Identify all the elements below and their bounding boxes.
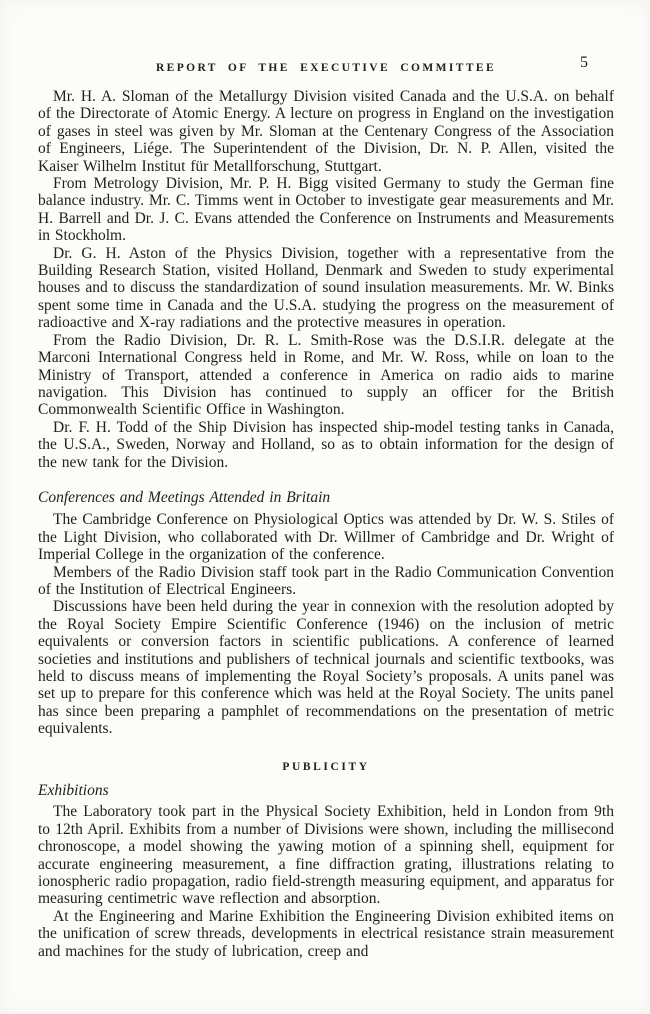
subsection-heading-exhibitions: Exhibitions bbox=[38, 782, 109, 800]
section-heading-publicity: PUBLICITY bbox=[282, 760, 370, 773]
paragraph: Members of the Radio Division staff took part in the Radio Communication Convention of the Institution of Electrical Engineers. bbox=[38, 563, 614, 598]
paragraph: Mr. H. A. Sloman of the Metallurgy Division visited Canada and the U.S.A. on behalf of the Directorate of Atomic Energy. A lecture on progress in England on the investigation of gases in steel was given by Mr. Sloman at the Centenary Congress of the Association of Engineers, Liége. The Superintendent of the Division, Dr. N. P. Allen, visited the Kaiser Wilhelm Institut für Metallforschung, Stuttgart. bbox=[38, 88, 614, 175]
page-body bbox=[38, 88, 614, 960]
page-header bbox=[38, 54, 614, 76]
page-number: 5 bbox=[580, 54, 588, 71]
paragraph: From Metrology Division, Mr. P. H. Bigg visited Germany to study the German fine balance industry. Mr. C. Timms went in October to investigate gear measurements and Mr. H. Barrell and Dr. J. C. Evans attended the Conference on Instruments and Measurements in Stockholm. bbox=[38, 175, 614, 245]
paragraph: Dr. G. H. Aston of the Physics Division, together with a representative from the Building Research Station, visited Holland, Denmark and Sweden to study experimental houses and to discuss the standardization of sound insulation measurements. Mr. W. Binks spent some time in Canada and the U.S.A. studying the progress on the measurement of radioactive and X-ray radiations and the protective measures in operation. bbox=[38, 244, 614, 332]
paragraph: Dr. F. H. Todd of the Ship Division has inspected ship-model testing tanks in Canada, the U.S.A., Sweden, Norway and Holland, so as to obtain information for the design of the new tank for the Division. bbox=[38, 418, 614, 471]
running-head: REPORT OF THE EXECUTIVE COMMITTEE bbox=[155, 62, 497, 74]
paragraph: At the Engineering and Marine Exhibition the Engineering Division exhibited items on the unification of screw threads, developments in electrical resistance strain measurement and machines for the study of lubrication, creep and bbox=[38, 907, 614, 960]
paragraph: Discussions have been held during the year in connexion with the resolution adopted by the Royal Society Empire Scientific Conference (1946) on the inclusion of metric equivalents or conversion factors in scientific publications. A conference of learned societies and institutions and publishers of technical journals and scientific textbooks, was held to discuss means of implementing the Royal Society’s proposals. A units panel was set up to prepare for this conference which was held at the Royal Society. The units panel has since been preparing a pamphlet of recommendations on the presentation of metric equivalents. bbox=[38, 598, 614, 738]
section-heading-conferences: Conferences and Meetings Attended in Britain bbox=[38, 488, 331, 506]
paragraph: The Laboratory took part in the Physical Society Exhibition, held in London from 9th to 12th April. Exhibits from a number of Divisions were shown, including the millisecond chronoscope, a model showing the yawing motion of a spinning shell, equipment for accurate engineering measurement, a fine diffraction grating, illustrations relating to ionospheric radio propagation, radio field-strength measuring equipment, and apparatus for measuring centimetric wave reflection and absorption. bbox=[38, 803, 614, 908]
paragraph: From the Radio Division, Dr. R. L. Smith-Rose was the D.S.I.R. delegate at the Marconi International Congress held in Rome, and Mr. W. Ross, while on loan to the Ministry of Transport, attended a conference in America on radio aids to marine navigation. This Division has continued to supply an officer for the British Commonwealth Scientific Office in Washington. bbox=[38, 331, 614, 419]
paragraph: The Cambridge Conference on Physiological Optics was attended by Dr. W. S. Stiles of the Light Division, who collaborated with Dr. Willmer of Cambridge and Dr. Wright of Imperial College in the organization of the conference. bbox=[38, 511, 614, 564]
